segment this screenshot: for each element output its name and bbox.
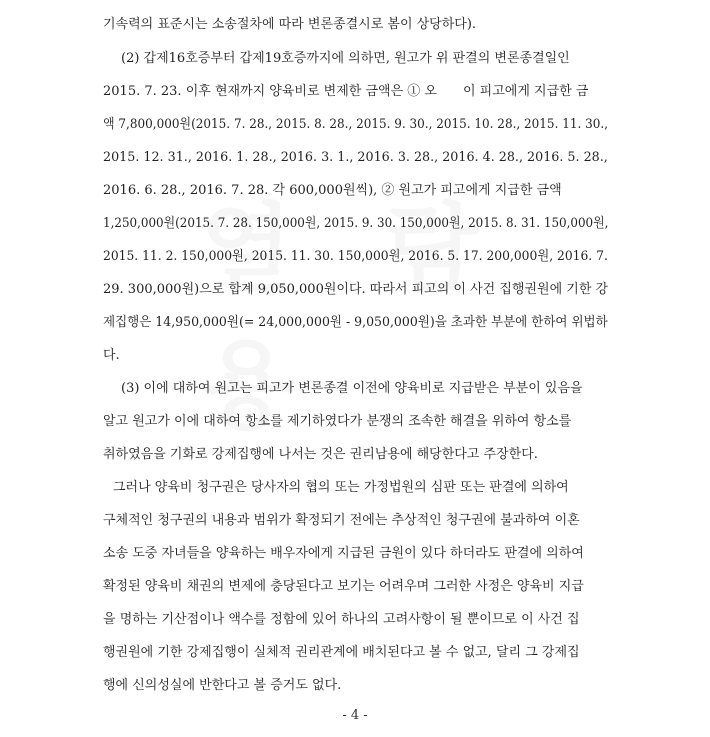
text-line: 확정된 양육비 채권의 변제에 충당된다고 보기는 어려우며 그러한 사정은 양육비 지급: [103, 579, 584, 594]
text-line: 취하였음을 기화로 강제집행에 나서는 것은 권리남용에 해당한다고 주장한다.: [103, 447, 538, 462]
text-line: 기속력의 표준시는 소송절차에 따라 변론종결시로 봄이 상당하다).: [103, 17, 477, 32]
text-line: 제집행은 14,950,000원(= 24,000,000원 - 9,050,000원)을 초과한 부분에 한하여 위법하: [103, 315, 608, 330]
text-line: 그러나 양육비 청구권은 당사자의 협의 또는 가정법원의 심판 또는 판결에 의하여: [113, 480, 569, 495]
text-line: (3) 이에 대하여 원고는 피고가 변론종결 이전에 양육비로 지급받은 부분이 있음을: [121, 381, 583, 396]
text-line: 1,250,000원(2015. 7. 28. 150,000원, 2015. 9. 30. 150,000원, 2015. 8. 31. 150,000원,: [103, 216, 609, 231]
text-line: 2015. 11. 2. 150,000원, 2015. 11. 30. 150,000원, 2016. 5. 17. 200,000원, 2016. 7.: [103, 249, 608, 264]
text-line: 을 명하는 기산점이나 액수를 정함에 있어 하나의 고려사항이 될 뿐이므로 이 사건 집: [103, 612, 580, 627]
text-line: 다.: [103, 348, 120, 363]
text-line: (2) 갑제16호증부터 갑제19호증까지에 의하면, 원고가 위 판결의 변론종결일인: [121, 51, 570, 66]
text-line: 액 7,800,000원(2015. 7. 28., 2015. 8. 28., 2015. 9. 30., 2015. 10. 28., 2015. 11. 30.,: [103, 117, 609, 132]
text-line: 소송 도중 자녀들을 양육하는 배우자에게 지급된 금원이 있다 하더라도 판결에 의하여: [103, 546, 584, 561]
text-line: 구체적인 청구권의 내용과 범위가 확정되기 전에는 추상적인 청구권에 불과하여 이혼: [103, 513, 580, 528]
text-line: 행권원에 기한 강제집행이 실체적 권리관계에 배치된다고 볼 수 없고, 달리 그 강제집: [103, 645, 580, 660]
text-line: 2016. 6. 28., 2016. 7. 28. 각 600,000원씩), ② 원고가 피고에게 지급한 금액: [103, 183, 562, 198]
text-line: 2015. 12. 31., 2016. 1. 28., 2016. 3. 1., 2016. 3. 28., 2016. 4. 28., 2016. 5. 28.,: [103, 150, 608, 165]
text-line: 29. 300,000원)으로 합계 9,050,000원이다. 따라서 피고의 이 사건 집행권원에 기한 강: [103, 282, 609, 297]
text-line: 행에 신의성실에 반한다고 볼 증거도 없다.: [103, 678, 342, 693]
page-number: - 4 -: [342, 708, 368, 723]
text-line: 알고 원고가 이에 대하여 항소를 제기하였다가 분쟁의 조속한 해결을 위하여 항소를: [103, 414, 572, 429]
text-line: 2015. 7. 23. 이후 현재까지 양육비로 변제한 금액은 ① 오 이 피고에게 지급한 금: [103, 84, 589, 99]
